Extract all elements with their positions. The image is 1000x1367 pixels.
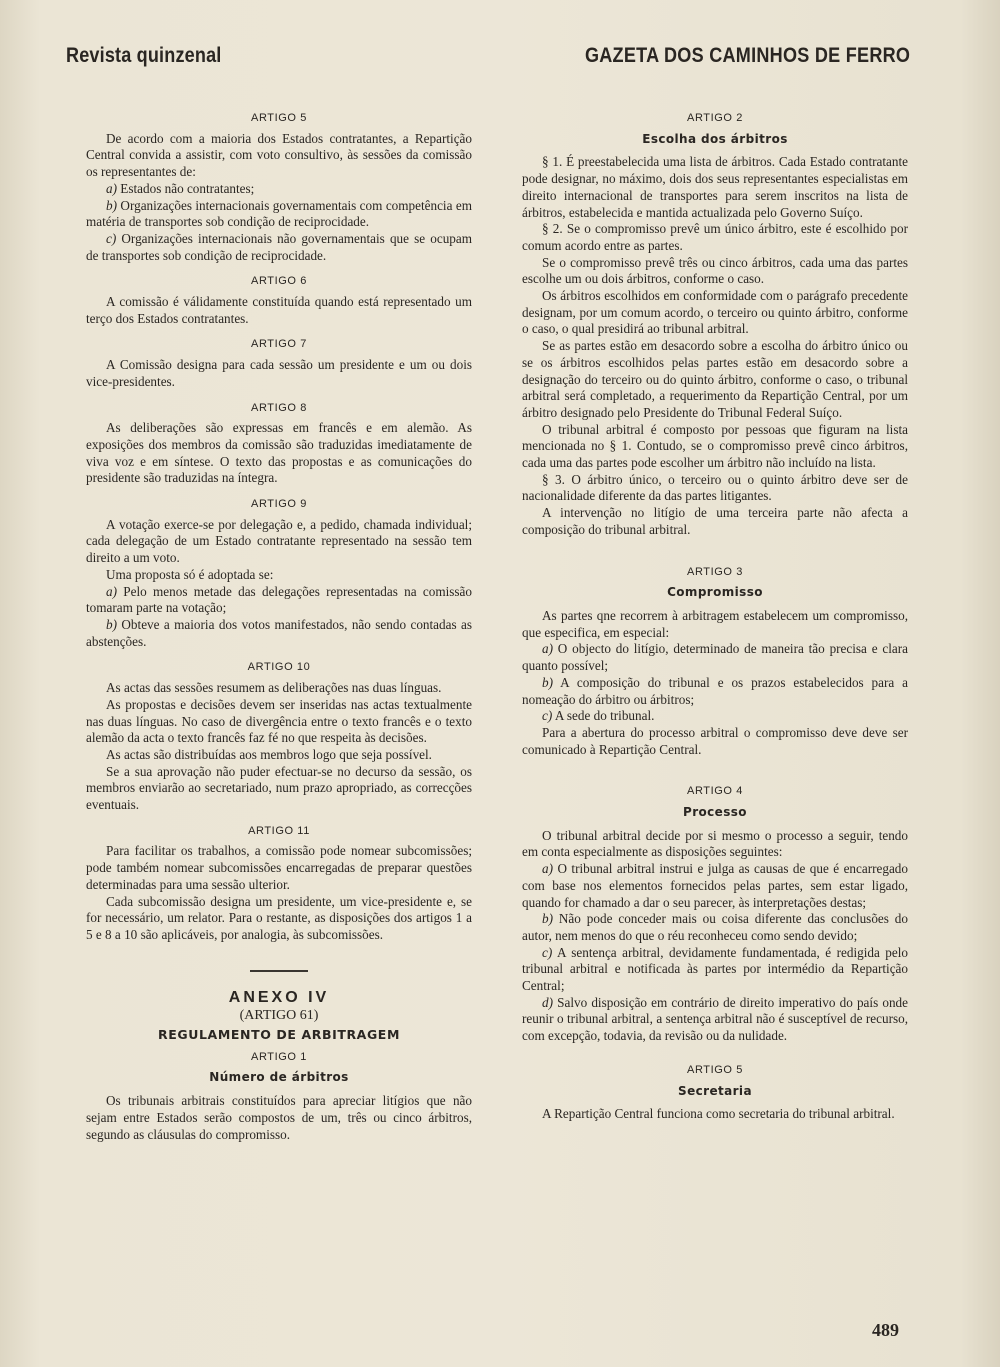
list-item	[522, 641, 908, 674]
section-divider	[250, 970, 308, 972]
right-column	[522, 105, 908, 1123]
list-text: A composição do tribunal e os prazos estabelecidos para a nomeação do árbitro ou árbitros;	[522, 674, 908, 707]
paragraph: O tribunal arbitral decide por si mesmo o processo a seguir, tendo em conta especialmente as disposições seguintes:	[522, 827, 908, 860]
paragraph: Uma proposta só é adoptada se:	[106, 566, 274, 582]
article-subheading: Secretaria	[678, 1083, 752, 1098]
list-text: Estados não contratantes;	[117, 180, 255, 196]
article-heading: ARTIGO 5	[687, 1063, 743, 1076]
article-heading: ARTIGO 11	[248, 824, 310, 837]
article-subheading: Número de árbitros	[209, 1070, 349, 1085]
list-text: Obteve a maioria dos votos manifestados, não sendo contadas as abstenções.	[86, 616, 472, 649]
article-subheading: Escolha dos árbitros	[642, 131, 788, 146]
list-text: Pelo menos metade das delegações representadas na comissão tomaram parte na votação;	[86, 583, 472, 616]
list-text: Organizações internacionais não governamentais que se ocupam de transportes sob condição de reciprocidade.	[86, 230, 472, 263]
regulation-title: REGULAMENTO DE ARBITRAGEM	[158, 1027, 400, 1043]
header-magazine-type: Revista quinzenal	[66, 44, 222, 67]
list-marker: c)	[542, 944, 553, 960]
paragraph: A intervenção no litígio de uma terceira parte não afecta a composição do tribunal arbitral.	[522, 505, 908, 537]
paragraph: Cada subcomissão designa um presidente, um vice-presidente e, se for necessário, um relator. Para o restante, as disposições dos artigos 1 a 5 e 8 a 10 são aplicáveis, por analogia, às subcomissões.	[86, 893, 472, 942]
list-item	[522, 911, 908, 944]
list-text: Organizações internacionais governamentais com competência em matéria de transportes sob condição de reciprocidade.	[86, 197, 472, 230]
paragraph: A votação exerce-se por delegação e, a pedido, chamada individual; cada delegação de um Estado contratante representado na sessão tem direito a um voto.	[86, 516, 472, 566]
list-item	[86, 617, 472, 650]
paragraph: Os árbitros escolhidos em conformidade com o parágrafo precedente designam, por um comum acordo, o terceiro ou quinto árbitro, conforme o caso, o qual presidirá ao tribunal arbitral.	[522, 288, 908, 337]
list-text: A sentença arbitral, devidamente fundamentada, é redigida pelo tribunal arbitral e notificada às partes por intermédio da Repartição Central;	[522, 944, 908, 994]
article-heading: ARTIGO 3	[687, 565, 743, 578]
list-text: A sede do tribunal.	[552, 708, 655, 724]
paragraph: De acordo com a maioria dos Estados contratantes, a Repartição Central convida a assistir, com voto consultivo, às sessões da comissão os representantes de:	[86, 130, 472, 180]
article-heading: ARTIGO 5	[251, 112, 307, 124]
paragraph: As actas são distribuídas aos membros logo que seja possível.	[106, 746, 432, 762]
annex-reference: (ARTIGO 61)	[239, 1008, 319, 1024]
paragraph: A Repartição Central funciona como secretaria do tribunal arbitral.	[542, 1106, 895, 1122]
list-marker: c)	[542, 708, 553, 724]
list-item	[86, 198, 472, 231]
paragraph: Para a abertura do processo arbitral o compromisso deve deve ser comunicado à Repartição Central.	[522, 724, 908, 757]
article-heading: ARTIGO 1	[251, 1050, 307, 1063]
left-column	[86, 105, 472, 1143]
article-heading: ARTIGO 7	[251, 338, 307, 351]
paragraph: As propostas e decisões devem ser inseridas nas actas textualmente nas duas línguas. No caso de divergência entre o texto francês e o texto alemão da acta o texto francês faz fé no que respeita às decisões.	[86, 696, 472, 746]
list-text: O objecto do litígio, determinado de maneira tão precisa e clara quanto possível;	[522, 641, 908, 674]
list-text: Salvo disposição em contrário de direito imperativo do país onde reunir o tribunal arbitral, a sentença arbitral não é susceptível de recurso, com excepção, todavia, da revisão ou da nulidade.	[522, 994, 908, 1044]
list-item	[86, 584, 472, 617]
paragraph: As deliberações são expressas em francês e em alemão. As exposições dos membros da comissão são traduzidas imediatamente de viva voz e em síntese. O texto das propostas e as comunicações do presidente são traduzidas na íntegra.	[86, 420, 472, 486]
list-marker: a)	[106, 583, 117, 599]
list-item	[522, 675, 908, 708]
list-item	[522, 995, 908, 1045]
paragraph: A Comissão designa para cada sessão um presidente e um ou dois vice-presidentes.	[86, 357, 472, 389]
paragraph: § 2. Se o compromisso prevê um único árbitro, este é escolhido por comum acordo entre as partes.	[522, 221, 908, 253]
list-marker: a)	[542, 641, 553, 657]
paragraph: As partes qne recorrem à arbitragem estabelecem um compromisso, que especifica, em especial:	[522, 607, 908, 640]
list-marker: a)	[542, 861, 553, 877]
paragraph: Para facilitar os trabalhos, a comissão pode nomear subcomissões; pode também nomear subcomissões encarregadas de preparar questões determinadas para uma sessão ulterior.	[86, 843, 472, 892]
article-heading: ARTIGO 4	[687, 785, 743, 798]
list-item	[522, 945, 908, 995]
article-heading: ARTIGO 6	[251, 275, 307, 288]
list-marker: b)	[542, 911, 553, 927]
paragraph: As actas das sessões resumem as deliberações nas duas línguas.	[106, 680, 442, 696]
list-marker: b)	[542, 674, 553, 690]
paragraph: A comissão é válidamente constituída quando está representado um terço dos Estados contratantes.	[86, 294, 472, 326]
page-number: 489	[872, 1320, 899, 1340]
list-item	[522, 861, 908, 911]
article-heading: ARTIGO 9	[251, 498, 307, 511]
paragraph: Os tribunais arbitrais constituídos para apreciar litígios que não sejam entre Estados serão compostos de um, três ou cinco árbitros, segundo as cláusulas do compromisso.	[86, 1093, 472, 1142]
list-item	[522, 708, 908, 725]
list-marker: b)	[106, 197, 117, 213]
article-subheading: Compromisso	[667, 585, 763, 600]
header-magazine-title: GAZETA DOS CAMINHOS DE FERRO	[584, 44, 910, 67]
article-heading: ARTIGO 8	[251, 401, 307, 414]
list-text: Não pode conceder mais ou coisa diferente das conclusões do autor, nem menos do que o réu reconheceu como sendo devido;	[522, 911, 908, 943]
annex-title: ANEXO IV	[228, 988, 330, 1006]
paragraph: Se a sua aprovação não puder efectuar-se no decurso da sessão, os membros enviarão ao secretariado, num prazo apropriado, as correcções eventuais.	[86, 763, 472, 813]
list-marker: c)	[106, 230, 117, 246]
paragraph: § 1. É preestabelecida uma lista de árbitros. Cada Estado contratante pode designar, no máximo, dois dos seus representantes especialistas em direito internacional de transportes para serem inscritos na lista de árbitros, estabelecida e mantida actualizada pelo Governo Suíço.	[522, 154, 908, 220]
paragraph: Se as partes estão em desacordo sobre a escolha do árbitro único ou se os árbitros escolhidos pelas partes estão em desacordo sobre a designação do terceiro ou do quinto árbitro, conforme o caso, o tribunal arbitral será completado, a requerimento da Repartição Central, por um árbitro designado pelo Presidente do Tribunal Federal Suíço.	[522, 338, 908, 420]
article-heading: ARTIGO 2	[687, 112, 743, 124]
paragraph: § 3. O árbitro único, o terceiro ou o quinto árbitro deve ser de nacionalidade diferente da das partes litigantes.	[522, 471, 908, 504]
paragraph: Se o compromisso prevê três ou cinco árbitros, cada uma das partes escolhe um ou dois árbitros, conforme o caso.	[522, 254, 908, 287]
article-subheading: Processo	[683, 805, 747, 820]
list-marker: d)	[542, 994, 553, 1010]
list-marker: a)	[106, 180, 117, 196]
list-item	[86, 231, 472, 264]
list-marker: b)	[106, 616, 117, 632]
list-item	[86, 181, 472, 198]
paragraph: O tribunal arbitral é composto por pessoas que figuram na lista mencionada no § 1. Contudo, se o compromisso prevê cinco árbitros, cada uma das partes pode escolher um árbitro não incluído na lista.	[522, 421, 908, 471]
article-heading: ARTIGO 10	[247, 661, 311, 674]
list-text: O tribunal arbitral instrui e julga as causas de que é encarregado com base nos elementos fornecidos pelas partes, sem estar ligado, quando for chamado a dar o seu parecer, às interpretações destas;	[522, 861, 908, 910]
